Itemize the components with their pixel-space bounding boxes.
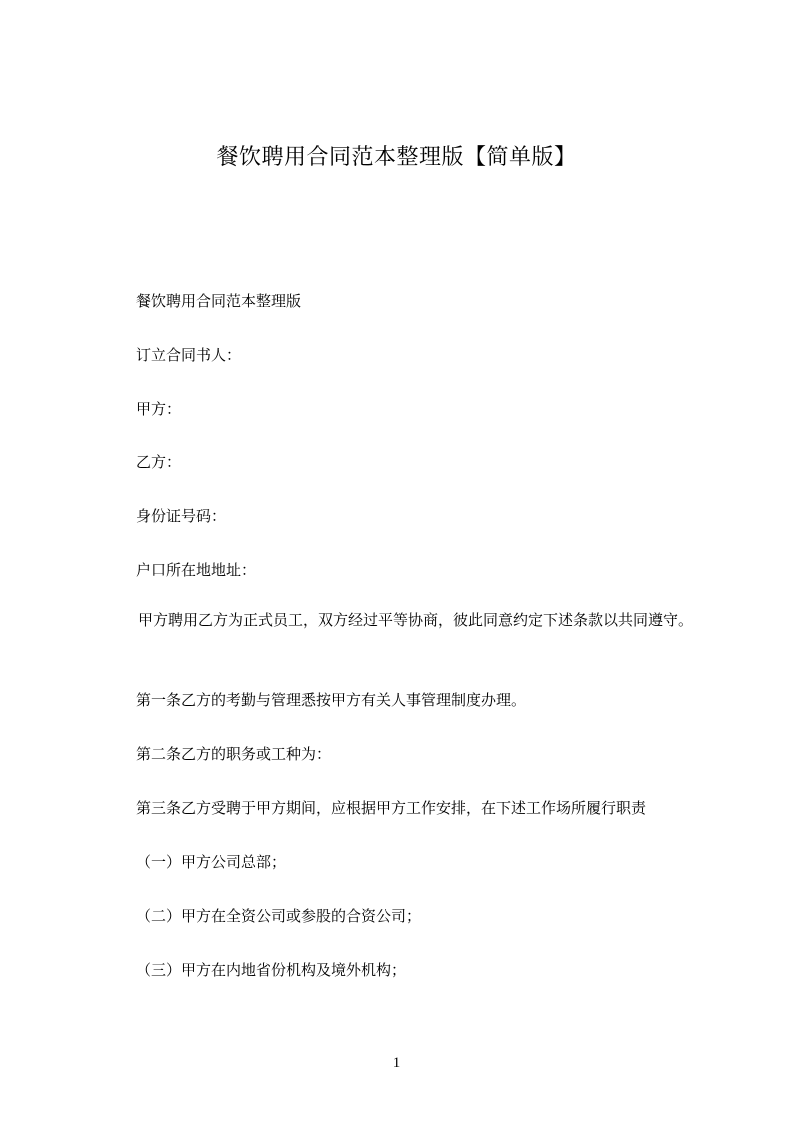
list-item-2: （二）甲方在全资公司或参股的合资公司； [136,907,422,925]
paragraph-agreement: 甲方聘用乙方为正式员工，双方经过平等协商，彼此同意约定下述条款以共同遵守。 [138,611,694,629]
paragraph-party-a: 甲方： [136,400,182,418]
paragraph-party-b: 乙方： [136,453,182,471]
paragraph-address: 户口所在地地址： [136,561,257,579]
page-number: 1 [392,1055,401,1071]
paragraph-contract-name: 餐饮聘用合同范本整理版 [136,292,302,310]
list-item-1: （一）甲方公司总部； [136,853,287,871]
paragraph-article-2: 第二条乙方的职务或工种为： [136,745,332,763]
list-item-3: （三）甲方在内地省份机构及境外机构； [136,961,407,979]
paragraph-article-3: 第三条乙方受聘于甲方期间，应根据甲方工作安排，在下述工作场所履行职责 [136,799,647,817]
paragraph-article-1: 第一条乙方的考勤与管理悉按甲方有关人事管理制度办理。 [136,691,527,709]
document-title: 餐饮聘用合同范本整理版【简单版】 [216,145,577,170]
paragraph-id-number: 身份证号码： [136,507,227,525]
paragraph-signatories: 订立合同书人： [136,346,242,364]
